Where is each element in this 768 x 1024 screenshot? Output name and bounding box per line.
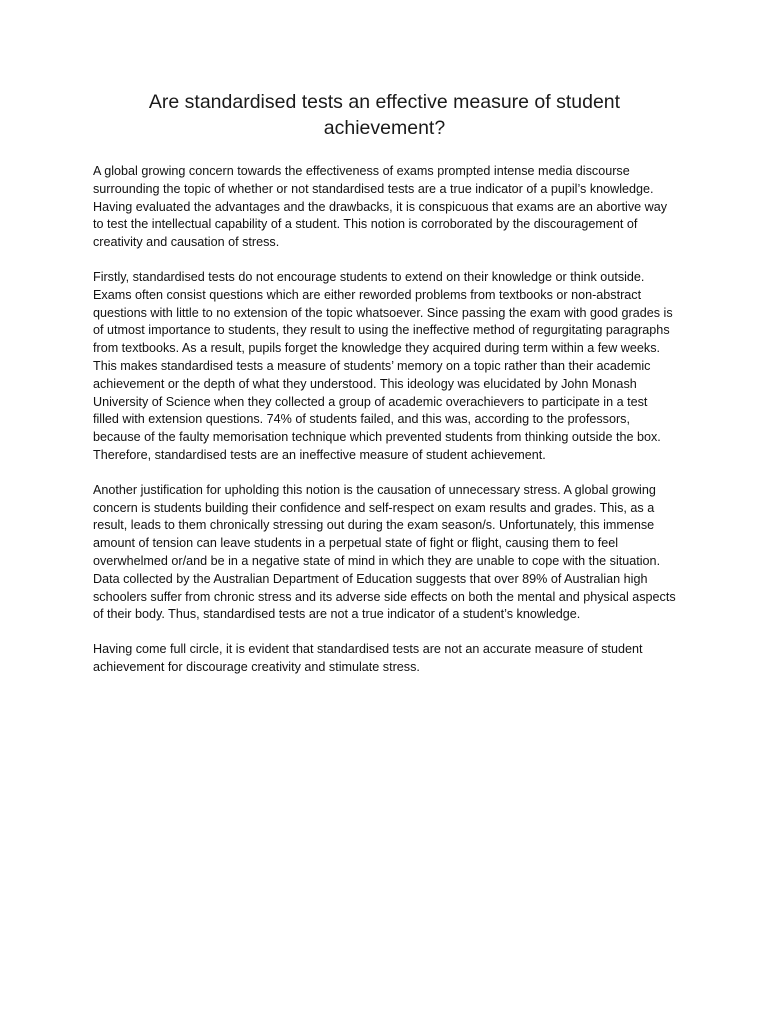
document-title: Are standardised tests an effective measure of student achievement? — [148, 91, 621, 139]
paragraph-creativity: Firstly, standardised tests do not encourage students to extend on their knowledge or think outside. Exams often consist questions which are either reworded problems from textbooks or non-abstract questions with little to no extension of the topic whatsoever. Since passing the exam with good grades is of utmost importance to students, they result to using the ineffective method of regurgitating paragraphs from textbooks. As a result, pupils forget the knowledge they acquired during term within a few weeks. This makes standardised tests a measure of students’ memory on a topic rather than their academic achievement or the depth of what they understood. This ideology was elucidated by John Monash University of Science when they collected a group of academic overachievers to participate in a test filled with extension questions. 74% of students failed, and this was, according to the professors, because of the faulty memorisation technique which prevented students from thinking outside the box. Therefore, standardised tests are an ineffective measure of student achievement. — [93, 269, 673, 462]
paragraph-conclusion: Having come full circle, it is evident that standardised tests are not an accurate measure of student achievement for discourage creativity and stimulate stress. — [93, 642, 643, 674]
paragraph-introduction: A global growing concern towards the effectiveness of exams prompted intense media discourse surrounding the topic of whether or not standardised tests are a true indicator of a pupil’s knowledge. Having evaluated the advantages and the drawbacks, it is conspicuous that exams are an abortive way to test the intellectual capability of a student. This notion is corroborated by the discouragement of creativity and causation of stress. — [93, 164, 668, 250]
paragraph-stress: Another justification for upholding this notion is the causation of unnecessary stress. A global growing concern is students building their confidence and self-respect on exam results and grades. This, as a result, leads to them chronically stressing out during the exam season/s. Unfortunately, this immense amount of tension can leave students in a perpetual state of fight or flight, causing them to feel overwhelmed or/and be in a negative state of mind in which they are unable to cope with the situation. Data collected by the Australian Department of Education suggests that over 89% of Australian high schoolers suffer from chronic stress and its adverse side effects on both the mental and physical aspects of their body. Thus, standardised tests are not a true indicator of a student’s knowledge. — [93, 482, 676, 622]
